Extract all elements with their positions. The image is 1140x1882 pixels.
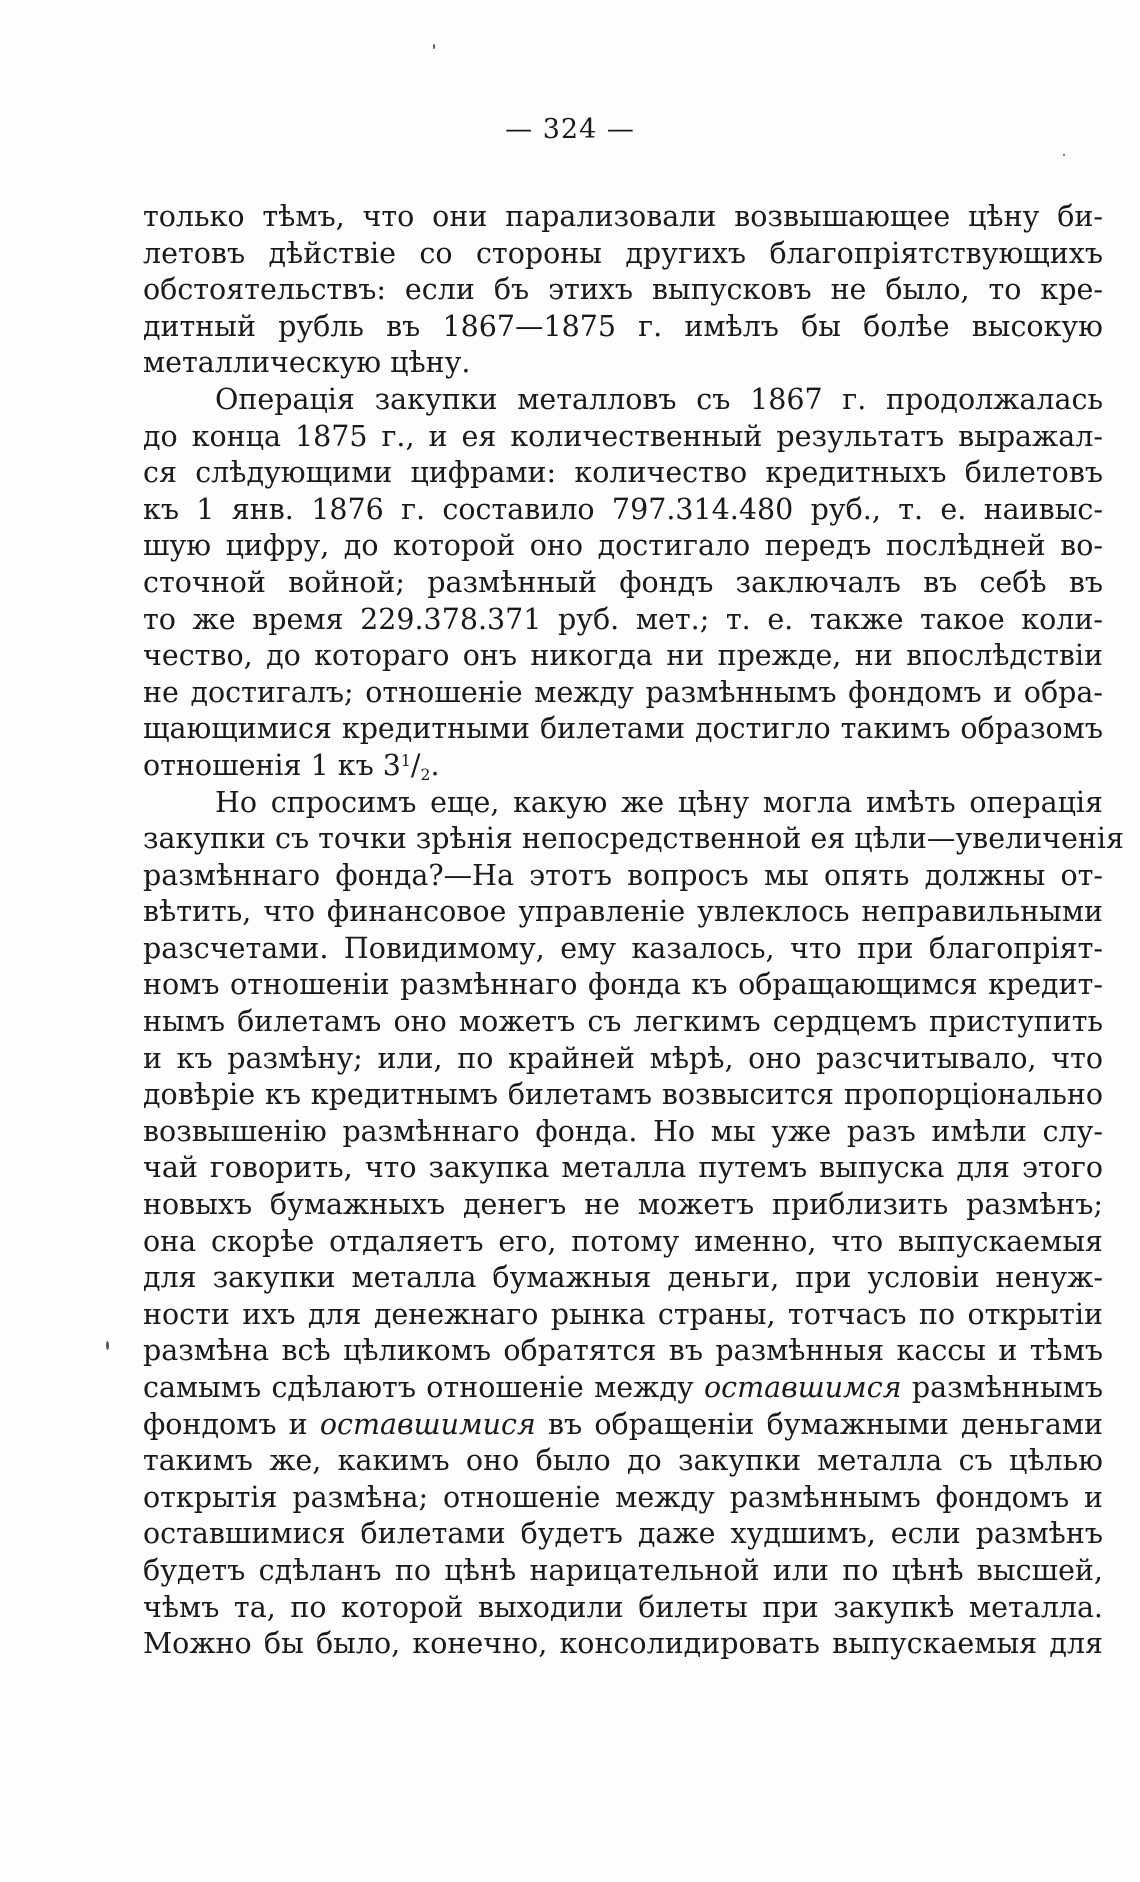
text-line: чество, до котораго онъ никогда ни прежде, ни впослѣдствіи (143, 639, 1103, 673)
text-line: щающимися кредитными билетами достигло такимъ образомъ (143, 712, 1103, 746)
text-line: къ 1 янв. 1876 г. составило 797.314.480 руб., т. е. наивыс- (143, 492, 1103, 526)
text-line: шую цифру, до которой оно достигало передъ послѣдней во- (143, 529, 1103, 563)
italic-word: оставшимися (319, 1407, 536, 1441)
text-line: обстоятельствъ: если бъ этихъ выпусковъ не было, то кре- (143, 273, 1103, 307)
text-line: металлическую цѣну. (143, 346, 471, 380)
body-text (143, 199, 1124, 1663)
text-line: Можно бы было, конечно, консолидировать выпускаемыя для (143, 1627, 1103, 1661)
text-fragment: . (430, 748, 440, 782)
text-line: дитный рубль въ 1867—1875 г. имѣлъ бы болѣе высокую (143, 309, 1103, 343)
text-line: оставшимися билетами будетъ даже худшимъ, если размѣнъ (143, 1517, 1103, 1551)
text-line: то же время 229.378.371 руб. мет.; т. е. также такое коли- (143, 602, 1103, 636)
text-fragment: самымъ сдѣлаютъ отношеніе между (143, 1371, 704, 1404)
fraction-numerator: 1 (400, 750, 411, 770)
text-line (143, 1370, 1103, 1407)
text-line: номъ отношеніи размѣннаго фонда къ обращающимся кредит- (143, 968, 1103, 1002)
text-line: ности ихъ для денежнаго рынка страны, тотчасъ по открытіи (143, 1297, 1103, 1331)
scan-speck (433, 44, 435, 49)
text-line: размѣна всѣ цѣликомъ обратятся въ размѣнныя кассы и тѣмъ (143, 1334, 1103, 1368)
text-fragment: размѣннымъ (901, 1371, 1103, 1404)
text-line: такимъ же, какимъ оно было до закупки металла съ цѣлью (143, 1444, 1103, 1478)
italic-word: оставшимся (703, 1371, 902, 1404)
text-line (143, 1407, 1103, 1444)
text-line: не достигалъ; отношеніе между размѣннымъ фондомъ и обра- (143, 675, 1103, 709)
text-line: до конца 1875 г., и ея количественный результатъ выражал- (143, 419, 1103, 453)
text-fragment: фондомъ и (143, 1407, 320, 1441)
text-line: разсчетами. Повидимому, ему казалось, что при благопріят- (143, 931, 1103, 965)
text-line: будетъ сдѣланъ по цѣнѣ нарицательной или по цѣнѣ высшей, (143, 1553, 1103, 1587)
fraction-separator: / (410, 748, 421, 782)
text-line: Но спросимъ еще, какую же цѣну могла имѣть операція (215, 785, 1103, 819)
text-fragment: въ обращеніи бумажными деньгами (535, 1407, 1103, 1441)
text-line: вѣтить, что финансовое управленіе увлеклось неправильными (143, 895, 1103, 929)
text-line: для закупки металла бумажныя деньги, при условіи ненуж- (143, 1261, 1103, 1295)
text-line: ся слѣдующими цифрами: количество кредитныхъ билетовъ (143, 456, 1103, 490)
text-line: открытія размѣна; отношеніе между размѣннымъ фондомъ и (143, 1480, 1103, 1514)
text-line: сточной войной; размѣнный фондъ заключалъ въ себѣ въ (143, 565, 1103, 599)
text-line: размѣннаго фонда?—На этотъ вопросъ мы опять должны от- (143, 858, 1103, 892)
text-fragment: отношенія 1 къ 3 (143, 748, 401, 782)
fraction-denominator: 2 (420, 764, 431, 784)
text-line: нымъ билетамъ оно можетъ съ легкимъ сердцемъ приступить (143, 1005, 1103, 1039)
scan-speck (1063, 154, 1065, 156)
text-line: чай говорить, что закупка металла путемъ выпуска для этого (143, 1151, 1103, 1185)
page-number: — 324 — (505, 114, 635, 145)
scan-speck (106, 1341, 109, 1350)
text-line (143, 748, 1103, 785)
text-line: закупки съ точки зрѣнія непосредственной ея цѣли—увеличенія (143, 822, 1124, 856)
text-line: она скорѣе отдаляетъ его, потому именно, что выпускаемыя (143, 1224, 1103, 1258)
text-line: возвышенію размѣннаго фонда. Но мы уже разъ имѣли слу- (143, 1114, 1103, 1148)
text-line: только тѣмъ, что они парализовали возвышающее цѣну би- (143, 200, 1103, 233)
text-line: новыхъ бумажныхъ денегъ не можетъ приблизить размѣнъ; (143, 1188, 1103, 1222)
text-line: довѣріе къ кредитнымъ билетамъ возвысится пропорціонально (143, 1078, 1103, 1112)
text-line: чѣмъ та, по которой выходили билеты при закупкѣ металла. (143, 1590, 1103, 1624)
text-line: Операція закупки металловъ съ 1867 г. продолжалась (215, 382, 1103, 416)
text-line: летовъ дѣйствіе со стороны другихъ благопріятствующихъ (143, 236, 1103, 270)
text-line: и къ размѣну; или, по крайней мѣрѣ, оно разсчитывало, что (143, 1041, 1103, 1075)
